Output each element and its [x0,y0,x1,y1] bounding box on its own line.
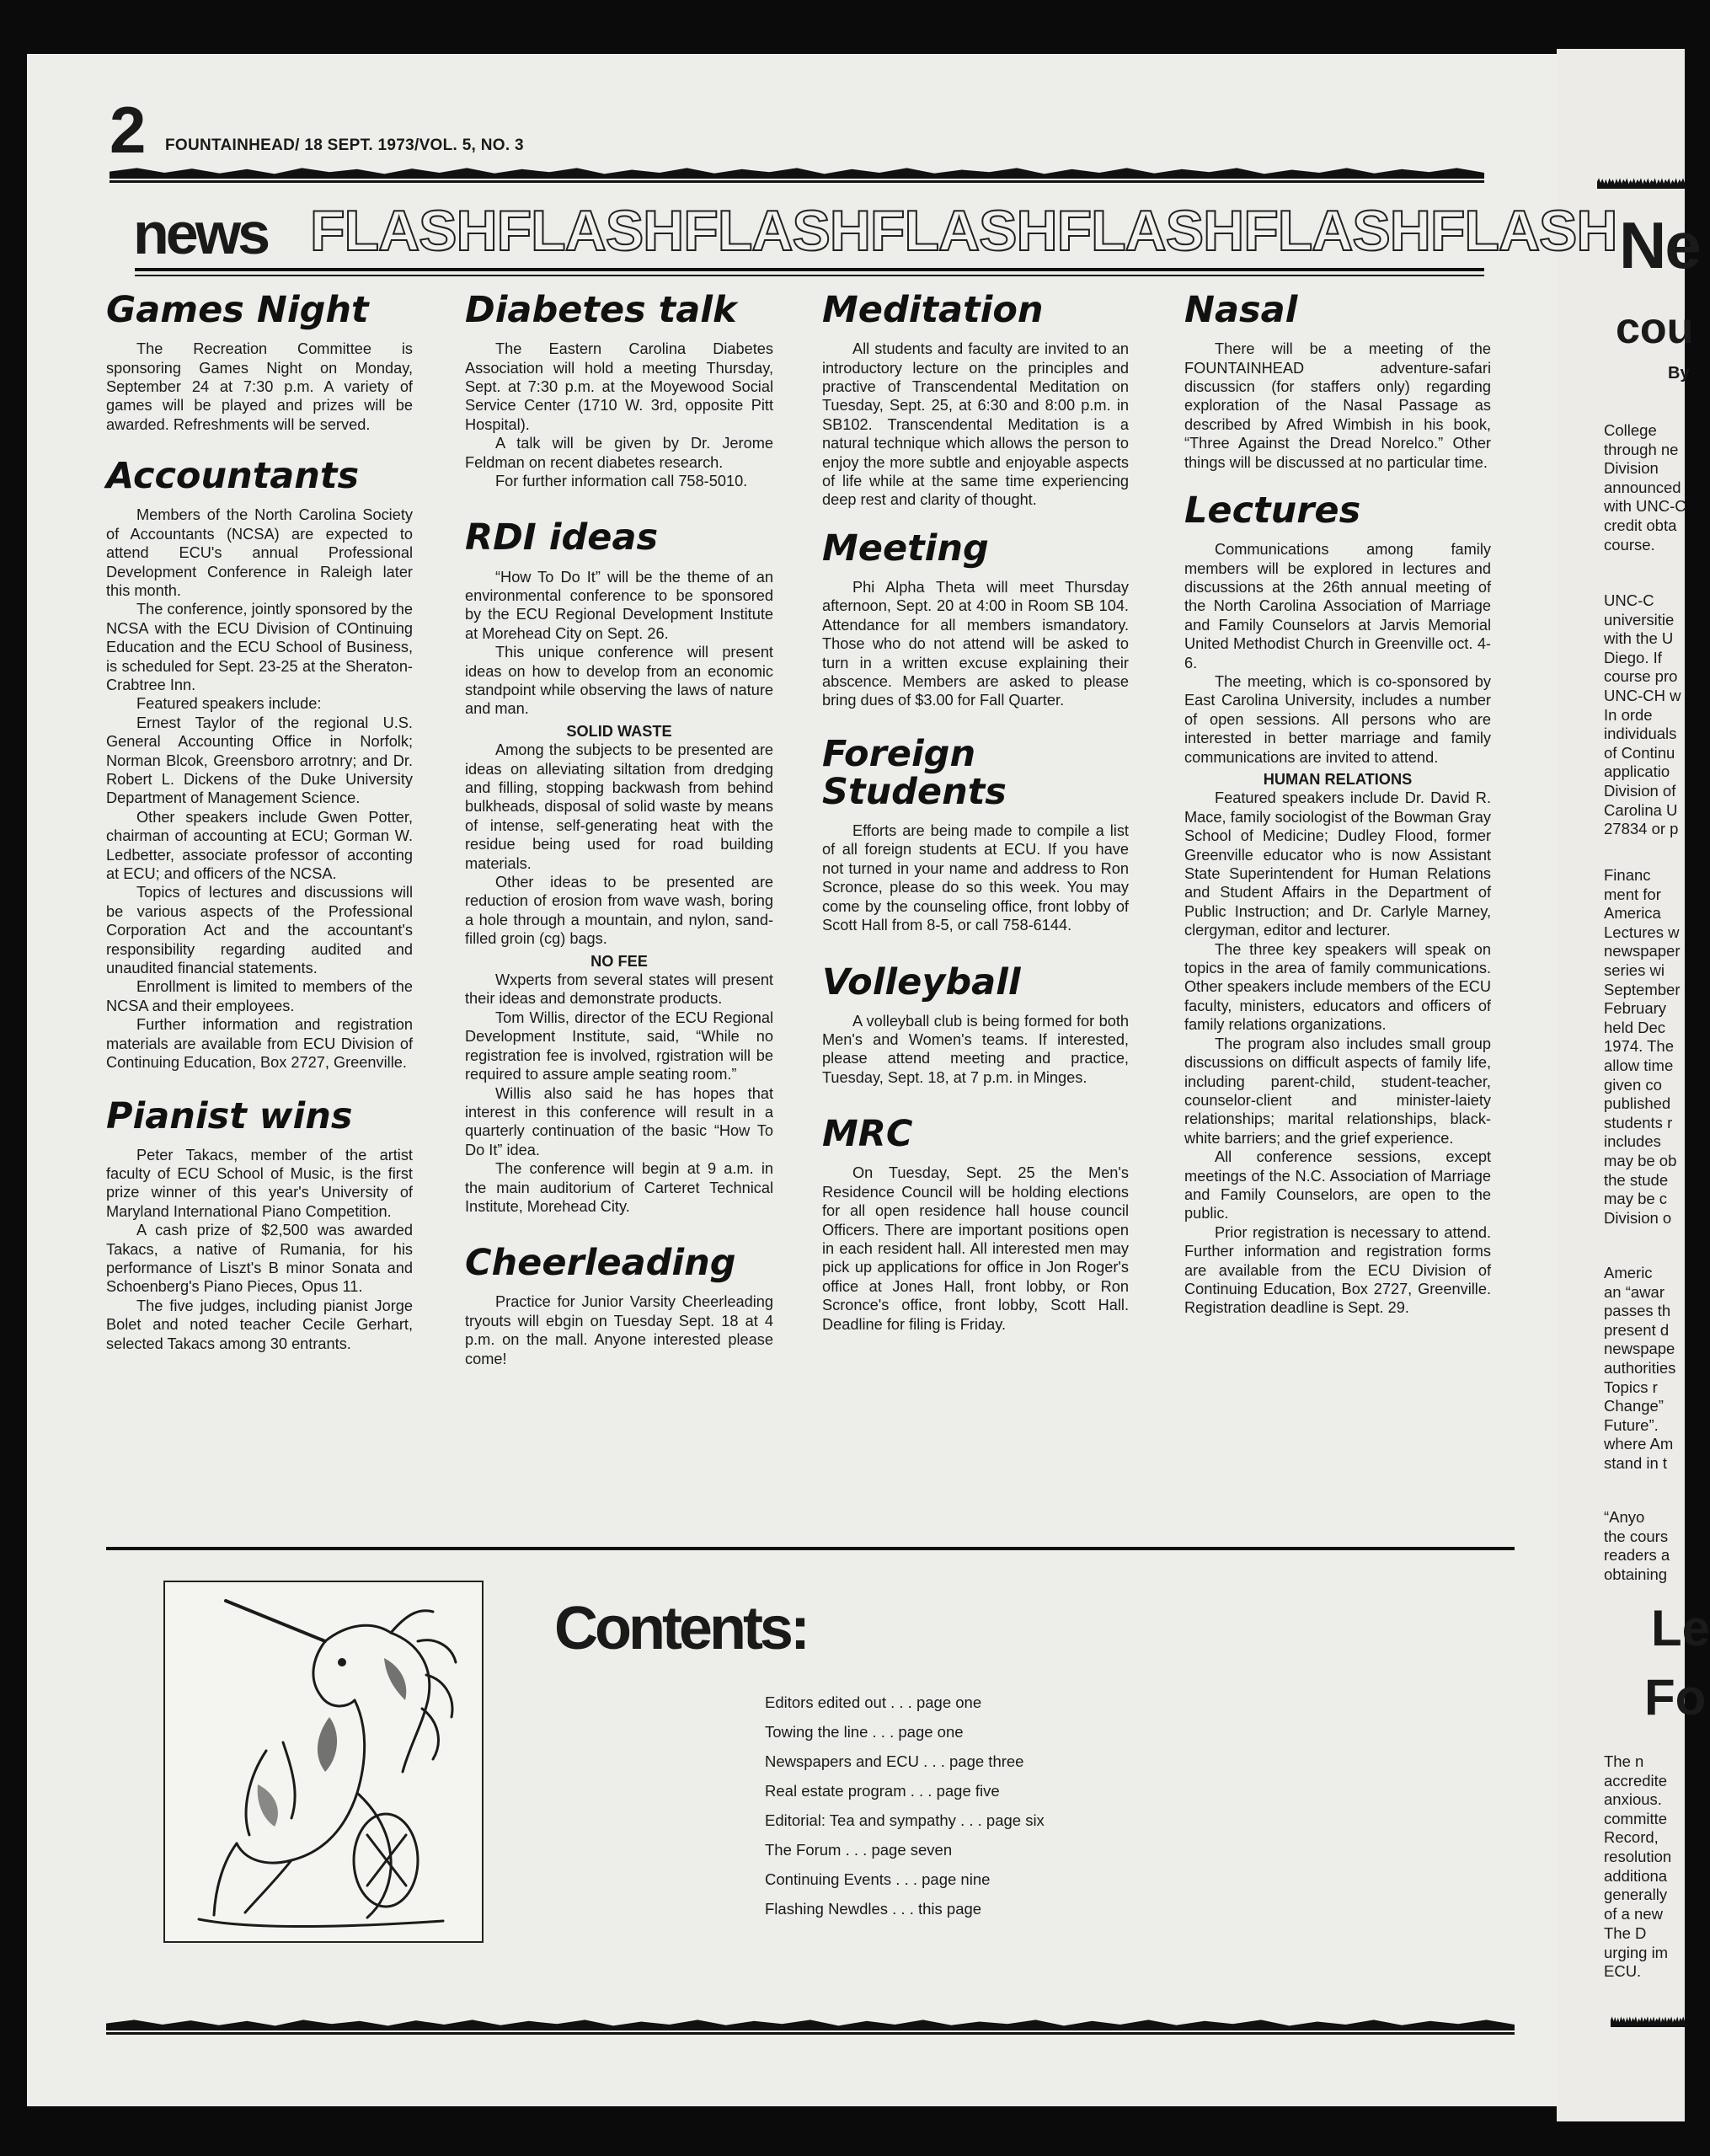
article-headline: Meeting [822,527,989,570]
paragraph: Further information and registration materials are available from ECU Division of Continuing Education, Box 2727, Greenville. [106,1016,413,1072]
column-4 [1184,289,1491,1318]
fragment-line: announced [1604,478,1681,496]
fragment-line: newspape [1604,1340,1675,1358]
footer-thin-rule [106,2032,1515,2035]
article-headline: Lectures [1184,489,1361,532]
paragraph: All students and faculty are invited to an introductory lecture on the principles and practive of Transcendental Meditation on Tuesday, Sept. 25, at 6:30 and 8:00 p.m. in SB102. Transcendental Meditation is a natural technique which allows the person to enjoy the more subtle and enjoyable aspects of life while at the same time experiencing deep rest and clarity of thought. [822,340,1129,509]
banner-thin-rule [135,275,1484,276]
banner-rule [135,268,1484,271]
article [822,732,1129,935]
fragment-line: UNC-C [1604,591,1654,609]
article-headline: Diabetes talk [465,289,737,331]
fragment-line: course pro [1604,667,1678,686]
paragraph: “How To Do It” will be the theme of an environmental conference to be sponsored by the ECU Regional Development Institute at Morehead City on Sept. 26. [465,568,773,642]
subhead: NO FEE [590,952,648,970]
fragment-line: with the U [1604,629,1674,648]
paragraph: Tom Willis, director of the ECU Regional Development Institute, said, “While no registration fee is involved, rgistration will be required to assure ample seating room.” [465,1008,773,1083]
fragment-line: Record, [1604,1828,1659,1847]
next-page-headline-3: Le [1651,1600,1710,1656]
fragment-line: accredite [1604,1771,1668,1790]
paragraph: Peter Takacs, member of the artist faculty of ECU School of Music, is the first prize winner of this year's University of Maryland International Piano Competition. [106,1146,413,1220]
contents-item: The Forum . . . page seven [765,1841,953,1859]
fragment-line: applicatio [1604,762,1670,781]
fragment-line: 27834 or p [1604,820,1679,838]
flash-banner: FLASHFLASHFLASHFLASHFLASHFLASHFLASH [310,199,1617,263]
paragraph: All conference sessions, except meetings of the N.C. Association of Marriage and Family Counselors, are open to the public. [1184,1148,1491,1222]
article [822,289,1129,510]
fragment-line: individuals [1604,725,1677,743]
subhead: SOLID WASTE [566,722,672,740]
paragraph: This unique conference will present ideas on how to develop from an economic standpoint while observing the laws of nature and man. [465,644,773,718]
article-headline: Accountants [106,455,360,498]
paragraph: There will be a meeting of the FOUNTAINHEAD adventure-safari discussicn (for staffers only) regarding exploration of the Nasal Passage as described by Afred Wimbish in his book, “Three Against the Dread Norelco.” Other things will be discussed at no particular time. [1184,340,1491,471]
fragment-line: students r [1604,1113,1673,1131]
article [465,1244,773,1368]
fragment-line: Change” [1604,1397,1664,1415]
paragraph: The Eastern Carolina Diabetes Association will hold a meeting Thursday, Sept. at 7:30 p.m. at the Moyewood Social Service Center (1710 W. 3rd, opposite Pitt Hospital). [465,340,773,433]
fragment-line: UNC-CH w [1604,686,1681,704]
fragment-line: obtaining [1604,1565,1668,1583]
next-page-text-4 [1604,1264,1675,1474]
fragment-line: Carolina U [1604,800,1678,819]
fragment-line: course. [1604,535,1655,554]
article [822,1115,1129,1334]
contents-title: Contents: [554,1595,807,1662]
article [106,457,413,1072]
fragment-line: Future”. [1604,1415,1659,1434]
fragment-line: allow time [1604,1056,1674,1074]
fragment-line: committe [1604,1809,1668,1827]
fragment-line: Diego. If [1604,648,1662,666]
next-page-text-3 [1604,866,1681,1228]
fragment-line: held Dec [1604,1018,1666,1036]
fragment-line: America [1604,904,1661,923]
fragment-line: ment for [1604,885,1661,903]
contents-item: Continuing Events . . . page nine [765,1870,991,1888]
paragraph: Communications among family members will be explored in lectures and discussions at the 26th annual meeting of the North Carolina Association of Marriage and Family Counselors at Jarvis Memorial United Methodist Church in Greenville oct. 4-6. [1184,541,1491,671]
article [822,527,1129,710]
article [465,289,773,490]
fragment-line: where Am [1604,1435,1674,1453]
paragraph: On Tuesday, Sept. 25 the Men's Residence Council will be holding elections for all open residence hall house council Officers. There are important positions open in each resident hall. All interested men may pick up applications for office in Jon Roger's office at Jones Hall, front lobby, or Ron Scronce's office, front lobby, Scott Hall. Deadline for filing is Friday. [822,1164,1129,1333]
fragment-line: of Continu [1604,743,1675,762]
next-page-text-2 [1604,591,1681,839]
fragment-line: newspaper [1604,942,1681,960]
paragraph: Ernest Taylor of the regional U.S. General Accounting Office in Norfolk; Norman Blcok, Greensboro arrotnry; and Dr. Robert L. Dickens of the Duke University Department of Management Science. [106,714,413,807]
paragraph: The conference, jointly sponsored by the NCSA with the ECU Division of COntinuing Education and the ECU School of Business, is scheduled for Sept. 23-25 at the Sheraton-Crabtree Inn. [106,601,413,693]
fragment-line: series wi [1604,960,1665,979]
next-page-headline-1: Ne [1619,208,1700,282]
paragraph: A cash prize of $2,500 was awarded Takacs, a native of Rumania, for his performance of Liszt's B minor Sonata and Schoenberg's Piano Pieces, Opus 11. [106,1222,413,1296]
paragraph: The meeting, which is co-sponsored by East Carolina University, includes a number of open sessions. All persons who are interested in better marriage and family communications are invited to attend. [1184,672,1491,766]
paragraph: Willis also said he has hopes that interest in this conference will result in a quarterly continuation of the basic “How To Do It” idea. [465,1084,773,1158]
paragraph: The five judges, including pianist Jorge Bolet and noted teacher Cecile Gerhart, selected Takacs among 30 entrants. [106,1297,413,1352]
article-headline: Volleyball [822,960,1021,1003]
paragraph: Phi Alpha Theta will meet Thursday afternoon, Sept. 20 at 4:00 in Room SB 104. Attendance for all members ismandatory. Those who do not attend will be asked to turn in a written excuse explaining their abscence. Members are asked to please bring dues of $3.00 for Fall Quarter. [822,578,1129,709]
fragment-line: Division [1604,459,1659,478]
fragment-line: generally [1604,1886,1668,1904]
fragment-line: September [1604,980,1681,998]
contents-item: Editorial: Tea and sympathy . . . page six [765,1811,1045,1829]
article-headline: Games Night [106,289,369,331]
fragment-line: passes th [1604,1302,1671,1320]
article [822,960,1129,1088]
contents-list [765,1693,1045,1929]
column-1 [106,289,413,1353]
article-headline: Foreign Students [822,732,1007,813]
fragment-line: Division o [1604,1208,1672,1227]
next-page-headline-2: cou [1616,304,1694,353]
paragraph: Prior registration is necessary to attend. Further information and registration forms are available from the ECU Division of Continuing Education, Box 2727, Greenville. Registration deadline is Sept. 29. [1184,1223,1491,1317]
contents-item: Newspapers and ECU . . . page three [765,1752,1024,1770]
fragment-line: credit obta [1604,516,1677,534]
paragraph: Enrollment is limited to members of the NCSA and their employees. [106,978,413,1014]
paragraph: Other ideas to be presented are reduction of erosion from wave wash, boring a hole through a mountain, and nylon, sand-filled groin (cg) bags. [465,874,773,948]
paragraph: A volleyball club is being formed for both Men's and Women's teams. If interested, please attend meeting and practice, Tuesday, Sept. 18, at 7 p.m. in Minges. [822,1012,1129,1086]
paragraph: Other speakers include Gwen Potter, chairman of accounting at ECU; Gorman W. Ledbetter, associate professor of acconting at ECU; and officers of the NCSA. [106,808,413,883]
fragment-line: includes [1604,1132,1661,1151]
fragment-line: In orde [1604,705,1653,724]
contents-item: Real estate program . . . page five [765,1782,1000,1800]
next-page-text-6 [1604,1752,1671,1923]
paragraph: The program also includes small group discussions on difficult aspects of family life, including parent-child, student-teacher, counselor-client and minister-laiety relationships; marital relationships, black-white barriers; and the grief experience. [1184,1035,1491,1147]
folio-line: FOUNTAINHEAD/ 18 SEPT. 1973/VOL. 5, NO. 3 [165,136,524,154]
section-rule [106,1547,1515,1550]
fragment-line: present d [1604,1320,1670,1339]
fragment-line: with UNC-C [1604,497,1686,516]
article-headline: Meditation [822,289,1044,331]
fragment-line: College [1604,421,1657,439]
contents-item: Flashing Newdles . . . this page [765,1900,982,1918]
paragraph: Featured speakers include: [136,695,322,713]
fragment-line: resolution [1604,1847,1672,1865]
fragment-line: urging im [1604,1943,1669,1961]
fragment-line: stand in t [1604,1453,1668,1472]
fragment-line: The n [1604,1752,1644,1770]
article-headline: RDI ideas [465,516,659,559]
news-logo: news [133,201,268,266]
paragraph: A talk will be given by Dr. Jerome Feldman on recent diabetes research. [465,435,773,471]
fragment-line: may be ob [1604,1151,1677,1169]
article [465,516,773,1216]
fragment-line: the cours [1604,1527,1669,1545]
fragment-line: Americ [1604,1264,1653,1281]
paragraph: Wxperts from several states will present their ideas and demonstrate products. [465,971,773,1008]
contents-item: Editors edited out . . . page one [765,1693,982,1711]
fragment-line: readers a [1604,1546,1670,1565]
subhead: HUMAN RELATIONS [1263,771,1413,788]
article [1184,489,1491,1318]
unicorn-illustration [163,1581,484,1943]
unicorn-icon [165,1582,482,1941]
article-headline: Pianist wins [106,1094,353,1137]
fragment-line: Topics r [1604,1378,1658,1396]
fragment-line: 1974. The [1604,1037,1674,1056]
paragraph: Featured speakers include Dr. David R. Mace, family sociologist of the Bowman Gray School of Medicine; Dudley Flood, former Greenville educator who is now Assistant State Superintendent for Human Relations and Student Affairs in the Department of Public Instruction; and Dr. Carlyle Marney, clergyman, editor and lecturer. [1184,789,1491,939]
masthead-thin-rule [110,180,1484,183]
fragment-line: additiona [1604,1866,1668,1885]
article [106,1094,413,1354]
fragment-line: the stude [1604,1170,1669,1189]
fragment-line: through ne [1604,440,1679,458]
next-page-text-1 [1604,421,1686,554]
fragment-line: ECU. [1604,1962,1642,1981]
fragment-line: authorities [1604,1358,1676,1377]
fragment-line: may be c [1604,1190,1668,1208]
fragment-line: anxious. [1604,1790,1662,1809]
fragment-line: “Anyo [1604,1508,1645,1526]
column-2 [465,289,773,1368]
fragment-line: of a new [1604,1904,1663,1923]
article [106,289,413,434]
fragment-line: February [1604,999,1667,1018]
fragment-line: given co [1604,1075,1662,1094]
paragraph: The Recreation Committee is sponsoring Games Night on Monday, September 24 at 7:30 p.m. A variety of games will be played and prizes will be awarded. Refreshments will be served. [106,340,413,433]
next-page-text-5 [1604,1508,1670,1584]
column-3 [822,289,1129,1334]
article-headline: Nasal [1184,289,1298,331]
page-number: 2 [110,93,147,167]
fragment-line: Division of [1604,781,1676,800]
fragment-line: Lectures w [1604,923,1680,941]
next-page-text-7 [1604,1924,1668,1982]
paragraph: The conference will begin at 9 a.m. in the main auditorium of Carteret Technical Institute, Morehead City. [465,1160,773,1215]
paragraph: The three key speakers will speak on topics in the area of family communications. Other speakers include members of the ECU faculty, ministers, educators and officers of family relations organizations. [1184,940,1491,1034]
fragment-line: universitie [1604,610,1675,629]
fragment-line: an “awar [1604,1282,1665,1301]
fragment-line: Financ [1604,866,1651,884]
fragment-line: published [1604,1094,1671,1113]
article [1184,289,1491,472]
paragraph: For further information call 758-5010. [495,472,748,490]
paragraph: Topics of lectures and discussions will be various aspects of the Professional Corporation Act and the accountant's responsibility regarding audited and unaudited financial statements. [106,884,413,977]
paragraph: Efforts are being made to compile a list of all foreign students at ECU. If you have not turned in your name and address to Ron Scronce, please do so this week. You may come by the counseling office, front lobby of Scott Hall from 8-5, or call 758-6144. [822,822,1129,934]
paragraph: Practice for Junior Varsity Cheerleading tryouts will ebgin on Tuesday Sept. 18 at 4 p.m. on the mall. Anyone interested please come! [465,1293,773,1367]
article-headline: MRC [822,1113,913,1156]
next-page-byline: By [1668,364,1690,383]
paragraph: Among the subjects to be presented are ideas on alleviating siltation from dredging and filling, stopping backwash from behind bulkheads, disposal of solid waste by means of intense, self-generating heat with the residue being used for road building materials. [465,741,773,872]
article-headline: Cheerleading [465,1242,736,1285]
contents-item: Towing the line . . . page one [765,1723,964,1741]
paragraph: Members of the North Carolina Society of Accountants (NCSA) are expected to attend ECU's annual Professional Development Conference in Raleigh later this month. [106,506,413,599]
next-page-headline-4: Fo [1644,1669,1707,1725]
fragment-line: The D [1604,1924,1647,1942]
